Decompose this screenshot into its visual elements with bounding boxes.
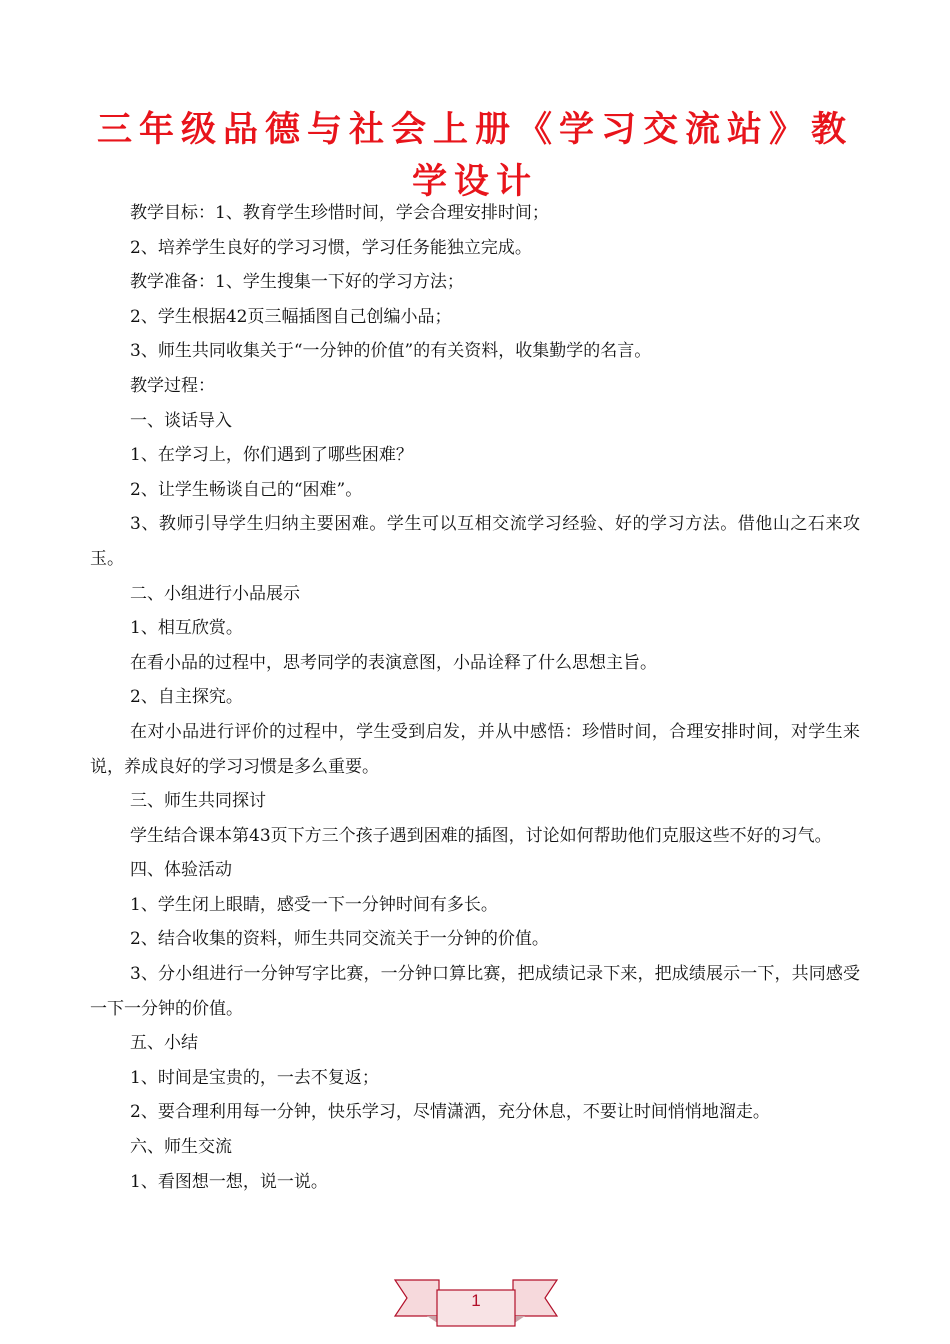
paragraph: 1、看图想一想，说一说。 — [130, 1171, 328, 1192]
document-title: 三年级品德与社会上册《学习交流站》教学设计 — [96, 110, 853, 202]
paragraph: 在看小品的过程中，思考同学的表演意图，小品诠释了什么思想主旨。 — [130, 652, 657, 673]
paragraph: 3、教师引导学生归纳主要困难。学生可以互相交流学习经验、好的学习方法。借他山之石来攻玉。 — [90, 514, 860, 569]
section-heading: 一、谈话导入 — [130, 410, 232, 431]
paragraph: 1、在学习上，你们遇到了哪些困难？ — [130, 445, 413, 466]
paragraph: 教学目标：1、教育学生珍惜时间，学会合理安排时间； — [130, 203, 549, 223]
ribbon-right-tail — [513, 1280, 557, 1316]
section-heading: 三、师生共同探讨 — [130, 791, 266, 812]
paragraph: 1、时间是宝贵的，一去不复返； — [130, 1067, 379, 1088]
paragraph: 1、相互欣赏。 — [130, 618, 243, 639]
paragraph: 2、让学生畅谈自己的“困难”。 — [130, 479, 363, 500]
section-heading: 二、小组进行小品展示 — [130, 583, 300, 604]
document-body — [90, 196, 860, 1199]
ribbon-left-tail — [395, 1280, 439, 1316]
paragraph: 2、结合收集的资料，师生共同交流关于一分钟的价值。 — [130, 929, 549, 950]
paragraph: 3、师生共同收集关于“一分钟的价值”的有关资料，收集勤学的名言。 — [130, 341, 652, 362]
paragraph: 在对小品进行评价的过程中，学生受到启发，并从中感悟：珍惜时间，合理安排时间，对学生来说，养成良好的学习习惯是多么重要。 — [90, 721, 860, 777]
paragraph: 2、学生根据42页三幅插图自己创编小品； — [130, 306, 452, 327]
section-heading: 四、体验活动 — [130, 860, 232, 881]
paragraph: 3、分小组进行一分钟写字比赛，一分钟口算比赛，把成绩记录下来，把成绩展示一下，共同感受一下一分钟的价值。 — [90, 964, 860, 1019]
section-heading: 六、师生交流 — [130, 1137, 232, 1158]
page-number: 1 — [471, 1291, 481, 1310]
paragraph: 教学准备：1、学生搜集一下好的学习方法； — [130, 272, 464, 293]
section-heading: 五、小结 — [130, 1033, 198, 1054]
paragraph: 教学过程： — [130, 375, 215, 396]
paragraph: 2、要合理利用每一分钟，快乐学习，尽情潇洒，充分休息，不要让时间悄悄地溜走。 — [130, 1102, 770, 1123]
paragraph: 2、自主探究。 — [130, 687, 243, 708]
paragraph: 2、培养学生良好的学习习惯，学习任务能独立完成。 — [130, 237, 532, 258]
paragraph: 1、学生闭上眼睛，感受一下一分钟时间有多长。 — [130, 894, 498, 915]
paragraph: 学生结合课本第43页下方三个孩子遇到困难的插图，讨论如何帮助他们克服这些不好的习气。 — [130, 825, 832, 846]
